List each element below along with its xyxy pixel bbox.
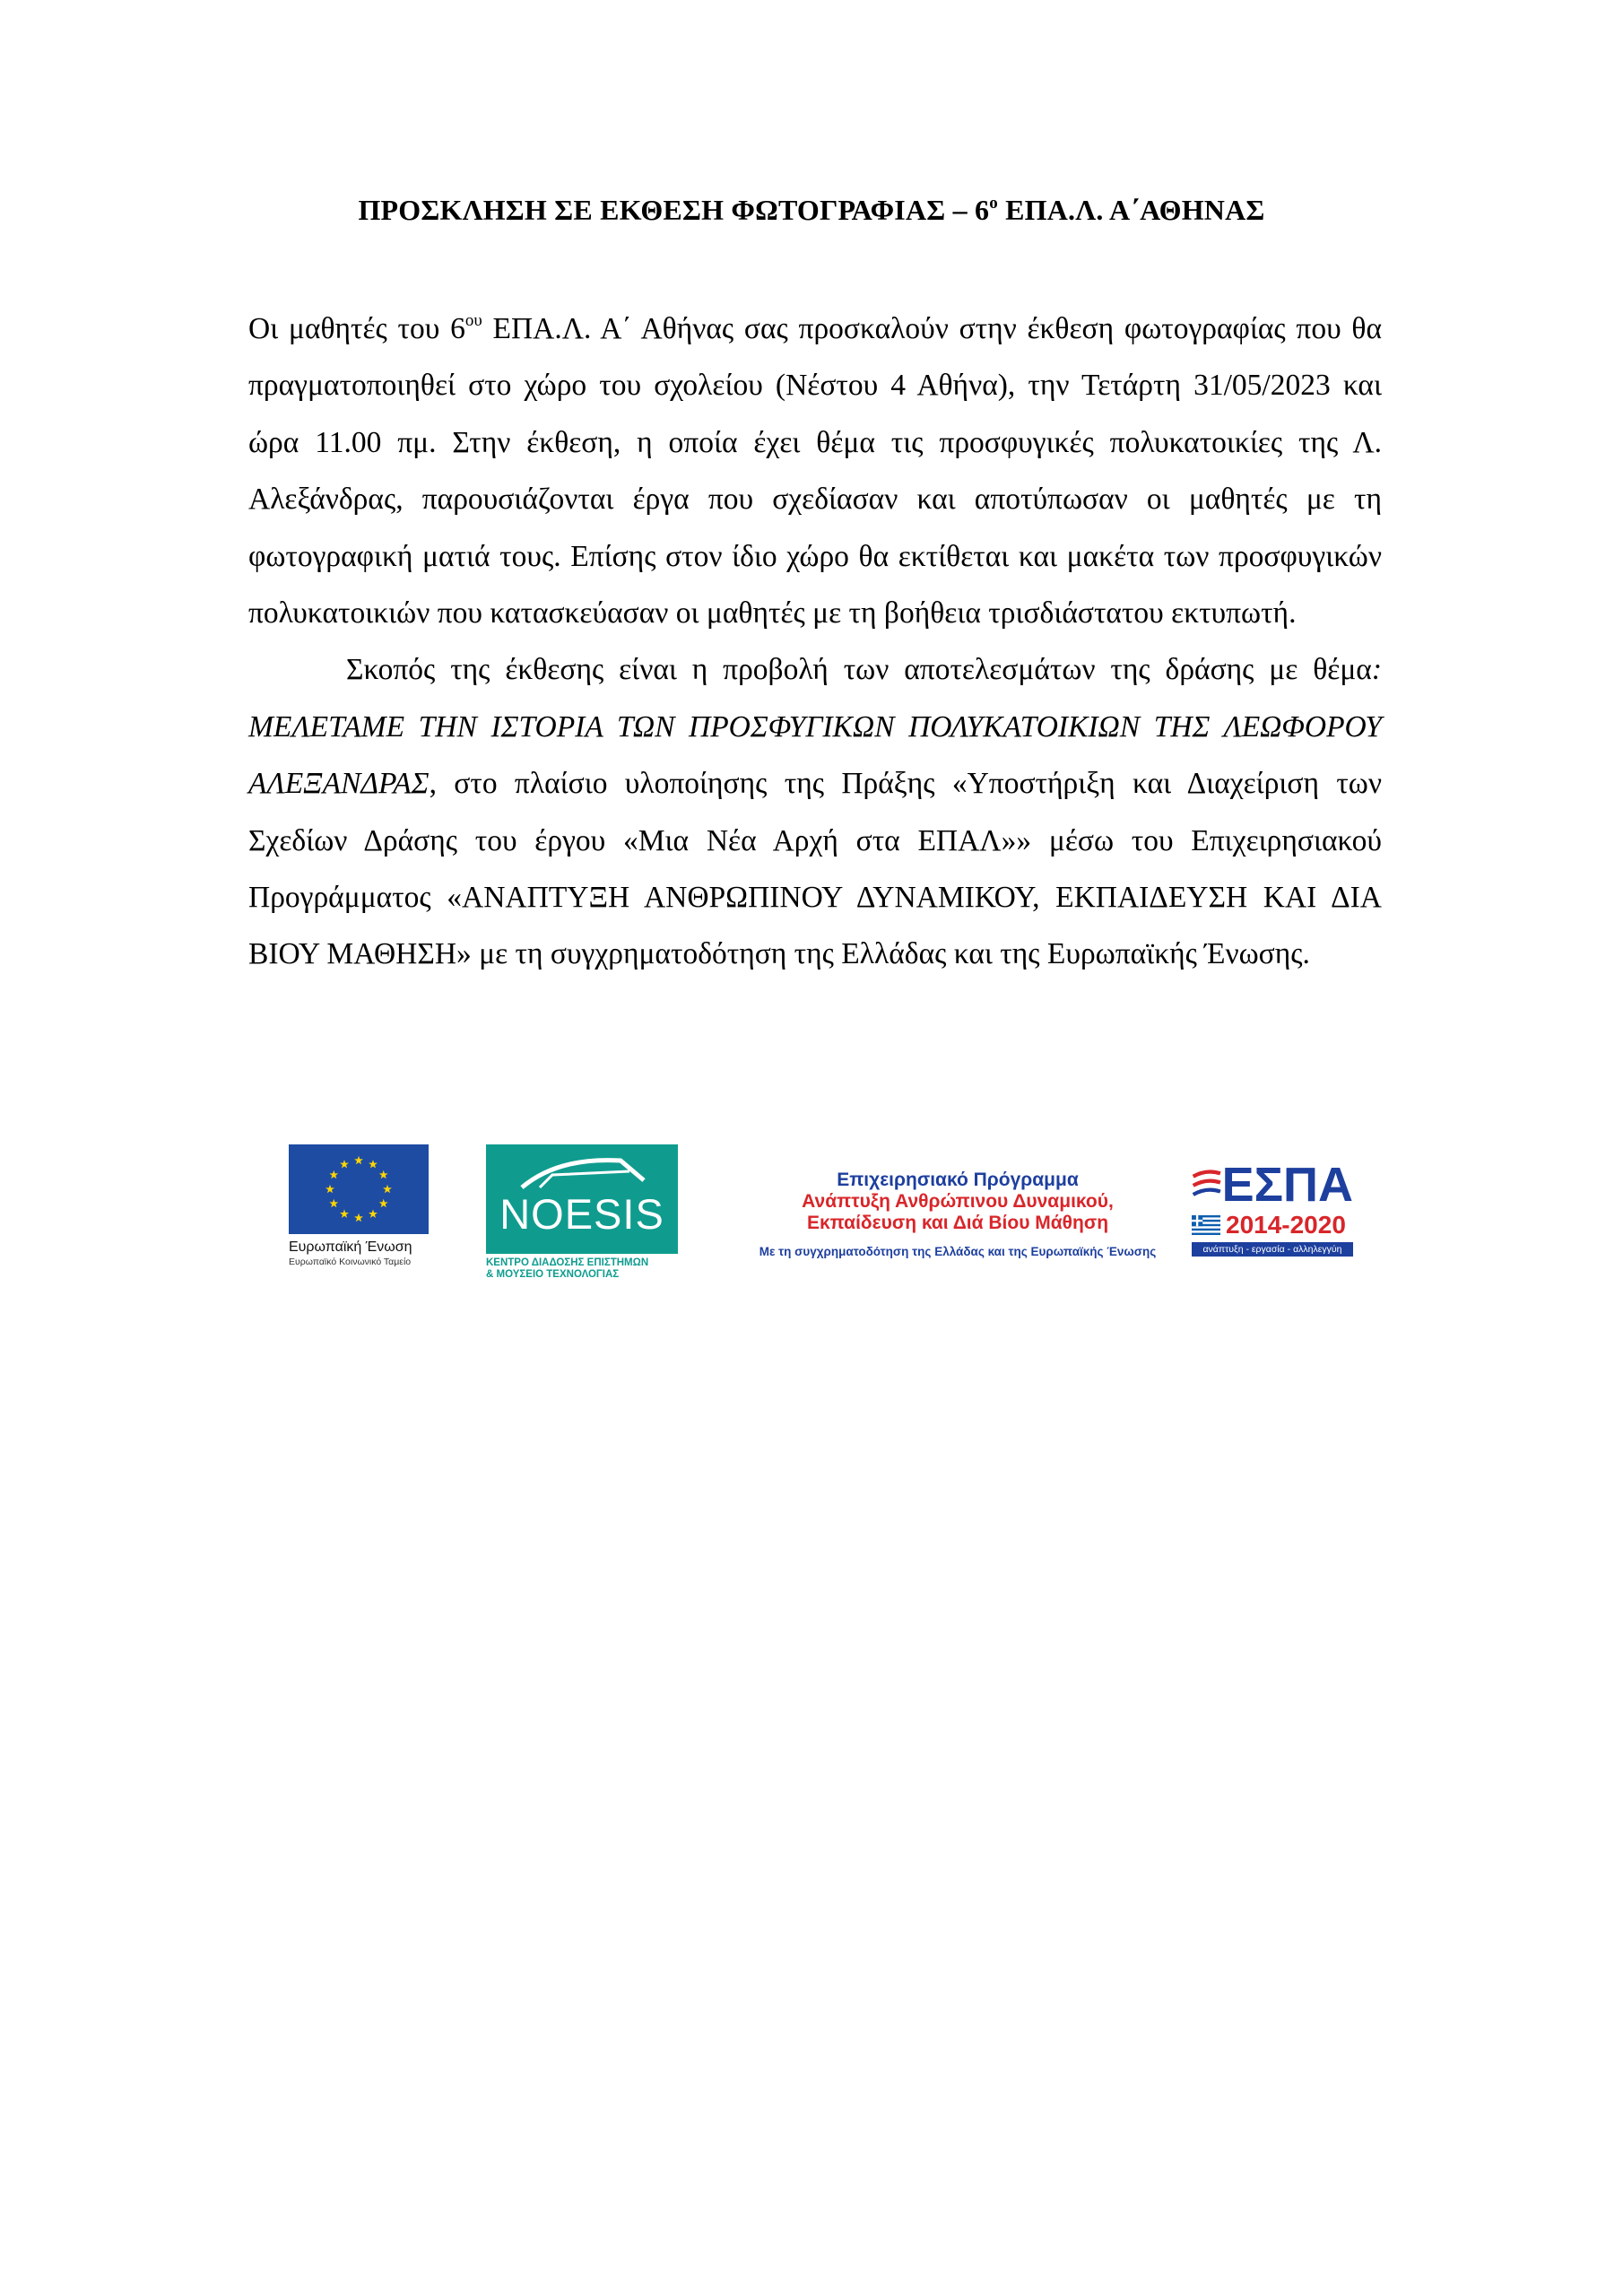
paragraph-purpose [248,641,1382,982]
espa-logo [1192,1158,1353,1257]
eu-star-icon [340,1210,349,1218]
title-text-school: ΕΠΑ.Λ. Α΄ΑΘΗΝΑΣ [997,194,1265,226]
eu-star-icon [383,1185,392,1193]
eu-flag-icon [289,1144,429,1234]
noesis-subtitle-line: & ΜΟΥΣΕΙΟ ΤΕΧΝΟΛΟΓΙΑΣ [486,1269,620,1280]
eu-fund-name: Ευρωπαϊκό Κοινωνικό Ταμείο [289,1257,412,1267]
paragraph-text: Σκοπός της έκθεσης είναι η προβολή των αποτελεσμάτων της δράσης με θέμα [346,653,1372,687]
espa-name: ΕΣΠΑ [1221,1158,1353,1212]
eu-name: Ευρωπαϊκή Ένωση [289,1239,412,1255]
title-superscript: ο [989,194,998,213]
espa-swoosh-icon [1192,1164,1222,1205]
title-text: ΠΡΟΣΚΛΗΣΗ ΣΕ ΕΚΘΕΣΗ ΦΩΤΟΓΡΑΦΙΑΣ – 6 [358,194,990,226]
cofunding-note: Με τη συγχρηματοδότηση της Ελλάδας και της Ευρωπαϊκής Ένωσης [759,1245,1157,1258]
noesis-subtitle-line: ΚΕΝΤΡΟ ΔΙΑΔΟΣΗΣ ΕΠΙΣΤΗΜΩΝ [486,1257,649,1268]
action-title-italic: : ΜΕΛΕΤΑΜΕ ΤΗΝ ΙΣΤΟΡΙΑ ΤΩΝ ΠΡΟΣΦΥΓΙΚΩΝ ΠΟΛΥΚΑΤΟΙΚΙΩΝ ΤΗΣ ΛΕΩΦΟΡΟΥ ΑΛΕΞΑΝΔΡΑΣ [248,653,1382,801]
eu-star-icon [329,1170,338,1178]
noesis-logo [486,1144,680,1281]
espa-tagline: ανάπτυξη - εργασία - αλληλεγγύη [1192,1242,1353,1257]
eu-star-icon [354,1213,363,1222]
eu-star-icon [325,1185,334,1193]
superscript: ου [464,311,482,330]
eu-star-icon [369,1160,378,1168]
programme-title: Επιχειρησιακό Πρόγραμμα [837,1170,1079,1190]
eu-star-icon [329,1199,338,1207]
operational-programme-logo [733,1170,1182,1258]
greek-flag-icon [1192,1215,1220,1235]
noesis-name: NOESIS [499,1190,664,1238]
paragraph-text: ΕΠΑ.Λ. Α΄ Αθήνας σας προσκαλούν στην έκθεση φωτογραφίας που θα πραγματοποιηθεί στο χώρο του σχολείου (Νέστου 4 Αθήνα), την Τετάρτη 31/05/2023 και ώρα 11.00 πμ. Στην έκθεση, η οποία έχει θέμα τις προσφυγικές πολυκατοικίες της Λ. Αλεξάνδρας, παρουσιάζονται έργα που σχεδίασαν και αποτύπωσαν οι μαθητές με τη φωτογραφική ματιά τους. Επίσης στον ίδιο χώρο θα εκτίθεται και μακέτα των προσφυγικών πολυκατοικιών που κατασκεύασαν οι μαθητές με τη βοήθεια τρισδιάστατου εκτυπωτή. [248,312,1382,631]
eu-star-icon [379,1199,388,1207]
noesis-subtitle [486,1257,680,1281]
funding-logos-strip [285,1144,1397,1288]
eu-star-icon [340,1160,349,1168]
espa-years: 2014-2020 [1226,1211,1346,1239]
paragraph-text: Οι μαθητές του 6 [248,312,465,345]
paragraph-invitation [248,300,1382,641]
espa-years-row [1192,1211,1353,1239]
programme-name-line: Εκπαίδευση και Διά Βίου Μάθηση [806,1213,1109,1233]
espa-header [1192,1158,1353,1212]
page-title [0,194,1623,227]
eu-star-icon [354,1156,363,1164]
invitation-body [248,300,1382,983]
noesis-mark [486,1144,678,1254]
programme-name-line: Ανάπτυξη Ανθρώπινου Δυναμικού, [802,1191,1114,1212]
eu-logo [289,1144,434,1267]
eu-star-icon [379,1170,388,1178]
paragraph-text: , στο πλαίσιο υλοποίησης της Πράξης «Υποστήριξη και Διαχείριση των Σχεδίων Δράσης του έργου «Μια Νέα Αρχή στα ΕΠΑΛ»» μέσω του Επιχειρησιακού Προγράμματος «ΑΝΑΠΤΥΞΗ ΑΝΘΡΩΠΙΝΟΥ ΔΥΝΑΜΙΚΟΥ, ΕΚΠΑΙΔΕΥΣΗ ΚΑΙ ΔΙΑ ΒΙΟΥ ΜΑΘΗΣΗ» με τη συγχρηματοδότηση της Ελλάδας και της Ευρωπαϊκής Ένωσης. [248,767,1382,971]
eu-star-icon [369,1210,378,1218]
